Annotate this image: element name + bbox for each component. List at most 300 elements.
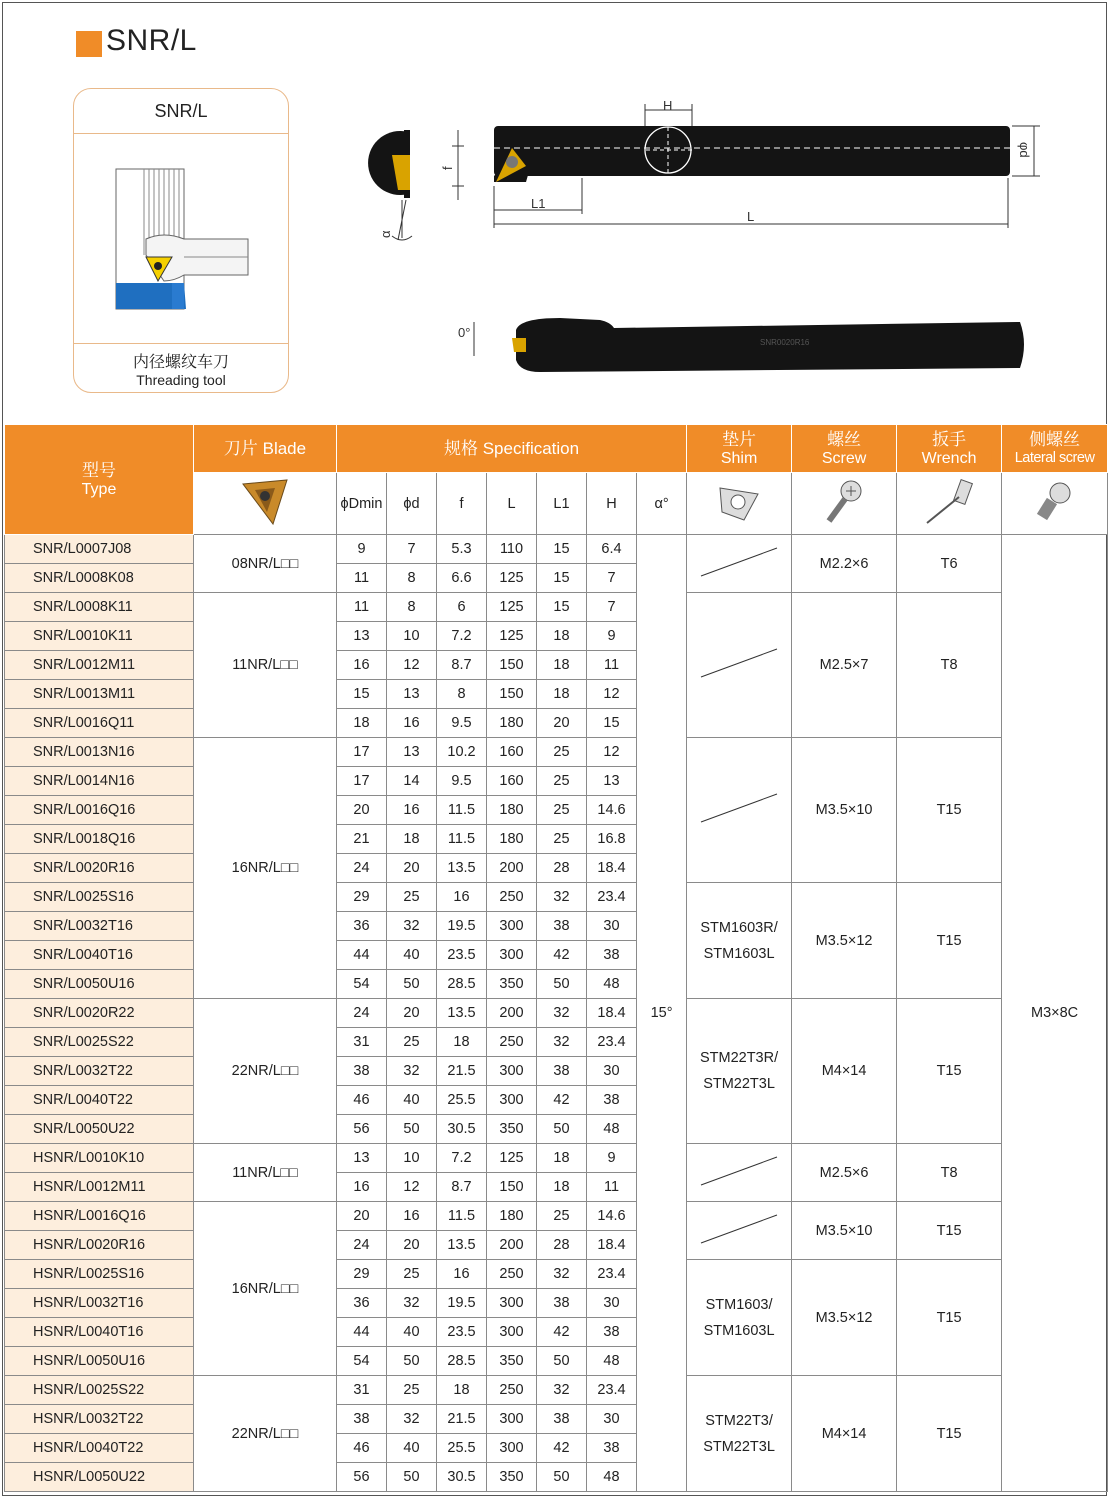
model-code: SNR/L0010K11 <box>5 622 194 651</box>
value-L: 150 <box>487 1173 537 1202</box>
value-L: 250 <box>487 1028 537 1057</box>
header-wrench <box>897 425 1002 473</box>
value-f: 11.5 <box>437 825 487 854</box>
value-L: 150 <box>487 651 537 680</box>
value-L: 300 <box>487 1434 537 1463</box>
value-dmin: 20 <box>337 796 387 825</box>
value-L1: 38 <box>537 1405 587 1434</box>
blade-code: 22NR/L□□ <box>194 999 337 1144</box>
alpha-value: 15° <box>637 535 687 1492</box>
value-f: 16 <box>437 883 487 912</box>
value-f: 11.5 <box>437 796 487 825</box>
value-L1: 28 <box>537 854 587 883</box>
value-f: 8.7 <box>437 1173 487 1202</box>
header-type-en: Type <box>81 480 117 498</box>
screw-size: M3.5×12 <box>792 1260 897 1376</box>
value-L: 150 <box>487 680 537 709</box>
value-H: 23.4 <box>587 1376 637 1405</box>
wrench-size: T8 <box>897 1144 1002 1202</box>
value-L1: 25 <box>537 767 587 796</box>
wrench-size: T6 <box>897 535 1002 593</box>
value-L: 160 <box>487 767 537 796</box>
value-L: 125 <box>487 622 537 651</box>
model-code: SNR/L0020R16 <box>5 854 194 883</box>
value-L1: 15 <box>537 535 587 564</box>
value-L: 200 <box>487 999 537 1028</box>
value-d: 25 <box>387 883 437 912</box>
value-d: 40 <box>387 1086 437 1115</box>
wrench-size: T15 <box>897 738 1002 883</box>
value-L1: 42 <box>537 1086 587 1115</box>
value-d: 20 <box>387 1231 437 1260</box>
value-dmin: 38 <box>337 1057 387 1086</box>
model-code: HSNR/L0025S16 <box>5 1260 194 1289</box>
value-L1: 25 <box>537 796 587 825</box>
value-H: 30 <box>587 1057 637 1086</box>
blade-code: 16NR/L□□ <box>194 1202 337 1376</box>
col-dmin: ϕDmin <box>337 473 387 535</box>
shim-code: STM1603R/ STM1603L <box>687 883 792 999</box>
value-L: 300 <box>487 941 537 970</box>
value-H: 16.8 <box>587 825 637 854</box>
value-L: 180 <box>487 1202 537 1231</box>
value-H: 12 <box>587 738 637 767</box>
value-L: 300 <box>487 1057 537 1086</box>
value-H: 13 <box>587 767 637 796</box>
value-H: 48 <box>587 1115 637 1144</box>
header-shim <box>687 425 792 473</box>
table-row <box>5 1202 1108 1231</box>
value-d: 13 <box>387 680 437 709</box>
value-L1: 15 <box>537 593 587 622</box>
col-f: f <box>437 473 487 535</box>
value-L1: 32 <box>537 1376 587 1405</box>
value-d: 32 <box>387 1289 437 1318</box>
value-d: 8 <box>387 564 437 593</box>
value-d: 7 <box>387 535 437 564</box>
model-code: SNR/L0025S22 <box>5 1028 194 1057</box>
value-H: 23.4 <box>587 1028 637 1057</box>
value-L: 300 <box>487 1405 537 1434</box>
value-L1: 20 <box>537 709 587 738</box>
value-d: 8 <box>387 593 437 622</box>
value-f: 8.7 <box>437 651 487 680</box>
value-H: 38 <box>587 1086 637 1115</box>
table-row <box>5 1376 1108 1405</box>
value-L1: 18 <box>537 680 587 709</box>
L-dim-label: L <box>747 209 755 224</box>
model-code: HSNR/L0025S22 <box>5 1376 194 1405</box>
value-L1: 18 <box>537 651 587 680</box>
shim-code: STM22T3R/ STM22T3L <box>687 999 792 1144</box>
model-code: SNR/L0013N16 <box>5 738 194 767</box>
model-code: SNR/L0008K08 <box>5 564 194 593</box>
wrench-size: T15 <box>897 1202 1002 1260</box>
value-L1: 38 <box>537 1057 587 1086</box>
value-L1: 28 <box>537 1231 587 1260</box>
value-H: 38 <box>587 1434 637 1463</box>
zero-angle-label: 0° <box>458 325 471 340</box>
value-L1: 50 <box>537 1115 587 1144</box>
model-code: HSNR/L0040T22 <box>5 1434 194 1463</box>
screw-size: M4×14 <box>792 999 897 1144</box>
value-L1: 25 <box>537 825 587 854</box>
table-row <box>5 535 1108 564</box>
value-d: 50 <box>387 970 437 999</box>
model-code: SNR/L0040T16 <box>5 941 194 970</box>
value-dmin: 46 <box>337 1434 387 1463</box>
value-L: 180 <box>487 709 537 738</box>
value-f: 21.5 <box>437 1057 487 1086</box>
table-row <box>5 999 1108 1028</box>
value-L1: 32 <box>537 1260 587 1289</box>
value-H: 12 <box>587 680 637 709</box>
no-shim-slash <box>689 643 789 683</box>
value-H: 14.6 <box>587 796 637 825</box>
value-f: 8 <box>437 680 487 709</box>
blade-code: 16NR/L□□ <box>194 738 337 999</box>
value-H: 48 <box>587 970 637 999</box>
screw-icon <box>792 473 897 535</box>
value-f: 30.5 <box>437 1115 487 1144</box>
header-shim-en: Shim <box>720 449 758 467</box>
value-d: 32 <box>387 912 437 941</box>
wrench-size: T15 <box>897 1260 1002 1376</box>
wrench-size: T15 <box>897 999 1002 1144</box>
model-code: SNR/L0014N16 <box>5 767 194 796</box>
value-d: 50 <box>387 1115 437 1144</box>
value-dmin: 38 <box>337 1405 387 1434</box>
screw-size: M2.5×7 <box>792 593 897 738</box>
value-d: 25 <box>387 1376 437 1405</box>
value-dmin: 20 <box>337 1202 387 1231</box>
value-L: 200 <box>487 854 537 883</box>
value-L1: 25 <box>537 1202 587 1231</box>
value-f: 13.5 <box>437 854 487 883</box>
value-f: 9.5 <box>437 767 487 796</box>
value-dmin: 29 <box>337 883 387 912</box>
value-f: 25.5 <box>437 1434 487 1463</box>
header-type <box>5 425 194 535</box>
value-H: 23.4 <box>587 1260 637 1289</box>
value-L: 250 <box>487 1376 537 1405</box>
model-code: SNR/L0013M11 <box>5 680 194 709</box>
value-f: 13.5 <box>437 999 487 1028</box>
value-L1: 42 <box>537 1318 587 1347</box>
model-code: HSNR/L0032T16 <box>5 1289 194 1318</box>
value-H: 11 <box>587 651 637 680</box>
value-L1: 50 <box>537 970 587 999</box>
header-lateral-cn: 侧螺丝 <box>1029 429 1081 449</box>
model-code: SNR/L0012M11 <box>5 651 194 680</box>
model-code: HSNR/L0020R16 <box>5 1231 194 1260</box>
value-f: 19.5 <box>437 912 487 941</box>
model-code: HSNR/L0050U22 <box>5 1463 194 1492</box>
value-dmin: 24 <box>337 854 387 883</box>
value-L: 350 <box>487 1347 537 1376</box>
value-L1: 18 <box>537 1144 587 1173</box>
value-dmin: 24 <box>337 999 387 1028</box>
value-f: 9.5 <box>437 709 487 738</box>
value-f: 19.5 <box>437 1289 487 1318</box>
value-d: 32 <box>387 1405 437 1434</box>
value-d: 14 <box>387 767 437 796</box>
table-row <box>5 738 1108 767</box>
value-dmin: 11 <box>337 593 387 622</box>
table-row <box>5 593 1108 622</box>
value-H: 30 <box>587 1405 637 1434</box>
blade-code: 22NR/L□□ <box>194 1376 337 1492</box>
value-d: 40 <box>387 1318 437 1347</box>
lateral-screw-value: M3×8C <box>1002 535 1108 1492</box>
shim-none <box>687 535 792 593</box>
value-f: 30.5 <box>437 1463 487 1492</box>
header-wrench-cn: 扳手 <box>932 429 967 449</box>
col-L: L <box>487 473 537 535</box>
value-L: 250 <box>487 883 537 912</box>
header-blade: 刀片 Blade <box>194 425 337 473</box>
value-H: 30 <box>587 1289 637 1318</box>
value-L: 350 <box>487 1463 537 1492</box>
value-d: 32 <box>387 1057 437 1086</box>
no-shim-slash <box>689 1151 789 1191</box>
wrench-size: T15 <box>897 1376 1002 1492</box>
header-shim-cn: 垫片 <box>722 429 757 449</box>
header-screw-en: Screw <box>821 449 867 467</box>
value-L: 180 <box>487 825 537 854</box>
value-H: 6.4 <box>587 535 637 564</box>
value-L: 300 <box>487 1086 537 1115</box>
value-L1: 32 <box>537 883 587 912</box>
value-f: 18 <box>437 1028 487 1057</box>
value-H: 18.4 <box>587 854 637 883</box>
shim-none <box>687 738 792 883</box>
model-code: HSNR/L0010K10 <box>5 1144 194 1173</box>
value-dmin: 24 <box>337 1231 387 1260</box>
value-dmin: 18 <box>337 709 387 738</box>
value-L: 300 <box>487 1289 537 1318</box>
blade-icon <box>194 473 337 535</box>
value-dmin: 15 <box>337 680 387 709</box>
value-dmin: 9 <box>337 535 387 564</box>
value-L1: 42 <box>537 1434 587 1463</box>
value-dmin: 54 <box>337 1347 387 1376</box>
model-code: HSNR/L0050U16 <box>5 1347 194 1376</box>
model-code: HSNR/L0012M11 <box>5 1173 194 1202</box>
end-view <box>368 130 464 240</box>
value-L1: 18 <box>537 622 587 651</box>
model-code: HSNR/L0032T22 <box>5 1405 194 1434</box>
value-dmin: 13 <box>337 1144 387 1173</box>
value-H: 14.6 <box>587 1202 637 1231</box>
value-L1: 15 <box>537 564 587 593</box>
header-lateral-en: Lateral screw <box>1014 449 1095 466</box>
H-dim-label: H <box>663 98 673 113</box>
value-dmin: 17 <box>337 767 387 796</box>
model-code: SNR/L0032T22 <box>5 1057 194 1086</box>
page-title: SNR/L <box>106 24 197 57</box>
value-d: 40 <box>387 1434 437 1463</box>
value-d: 12 <box>387 651 437 680</box>
value-H: 15 <box>587 709 637 738</box>
blade-code: 11NR/L□□ <box>194 593 337 738</box>
value-d: 25 <box>387 1028 437 1057</box>
table-row <box>5 1260 1108 1289</box>
value-L: 125 <box>487 564 537 593</box>
side-view <box>494 98 1040 228</box>
value-d: 13 <box>387 738 437 767</box>
value-L1: 50 <box>537 1347 587 1376</box>
value-d: 50 <box>387 1347 437 1376</box>
value-L1: 18 <box>537 1173 587 1202</box>
value-L: 200 <box>487 1231 537 1260</box>
model-code: HSNR/L0040T16 <box>5 1318 194 1347</box>
value-f: 5.3 <box>437 535 487 564</box>
value-L1: 50 <box>537 1463 587 1492</box>
value-dmin: 17 <box>337 738 387 767</box>
value-f: 23.5 <box>437 1318 487 1347</box>
value-L: 160 <box>487 738 537 767</box>
value-f: 18 <box>437 1376 487 1405</box>
shim-none <box>687 1144 792 1202</box>
value-H: 9 <box>587 622 637 651</box>
model-code: SNR/L0020R22 <box>5 999 194 1028</box>
blade-code: 08NR/L□□ <box>194 535 337 593</box>
value-H: 18.4 <box>587 999 637 1028</box>
value-dmin: 56 <box>337 1115 387 1144</box>
table-row <box>5 883 1108 912</box>
value-L: 350 <box>487 970 537 999</box>
value-dmin: 46 <box>337 1086 387 1115</box>
wrench-size: T8 <box>897 593 1002 738</box>
header-lateral <box>1002 425 1108 473</box>
lateral-screw-icon <box>1002 473 1108 535</box>
shim-code: STM22T3/ STM22T3L <box>687 1376 792 1492</box>
tool-dimension-diagram <box>0 0 1111 420</box>
value-d: 16 <box>387 796 437 825</box>
f-dim-label: f <box>440 166 455 170</box>
header-screw <box>792 425 897 473</box>
no-shim-slash <box>689 542 789 582</box>
model-code: SNR/L0050U22 <box>5 1115 194 1144</box>
value-dmin: 31 <box>337 1028 387 1057</box>
value-f: 25.5 <box>437 1086 487 1115</box>
value-L: 350 <box>487 1115 537 1144</box>
blade-code: 11NR/L□□ <box>194 1144 337 1202</box>
header-screw-cn: 螺丝 <box>827 429 862 449</box>
value-H: 7 <box>587 593 637 622</box>
value-d: 20 <box>387 999 437 1028</box>
value-f: 21.5 <box>437 1405 487 1434</box>
value-dmin: 54 <box>337 970 387 999</box>
value-f: 6.6 <box>437 564 487 593</box>
shim-code: STM1603/ STM1603L <box>687 1260 792 1376</box>
value-f: 13.5 <box>437 1231 487 1260</box>
value-L: 180 <box>487 796 537 825</box>
model-code: SNR/L0016Q11 <box>5 709 194 738</box>
value-f: 6 <box>437 593 487 622</box>
value-dmin: 44 <box>337 941 387 970</box>
screw-size: M2.2×6 <box>792 535 897 593</box>
value-dmin: 16 <box>337 1173 387 1202</box>
value-d: 40 <box>387 941 437 970</box>
screw-size: M3.5×12 <box>792 883 897 999</box>
value-L: 125 <box>487 1144 537 1173</box>
model-code: SNR/L0018Q16 <box>5 825 194 854</box>
value-dmin: 13 <box>337 622 387 651</box>
value-L1: 38 <box>537 1289 587 1318</box>
no-shim-slash <box>689 1209 789 1249</box>
value-H: 48 <box>587 1463 637 1492</box>
value-f: 7.2 <box>437 622 487 651</box>
alpha-label: α <box>378 230 393 238</box>
model-code: SNR/L0007J08 <box>5 535 194 564</box>
model-code: SNR/L0025S16 <box>5 883 194 912</box>
header-type-cn: 型号 <box>82 460 116 480</box>
value-H: 48 <box>587 1347 637 1376</box>
value-H: 18.4 <box>587 1231 637 1260</box>
value-dmin: 36 <box>337 912 387 941</box>
value-d: 25 <box>387 1260 437 1289</box>
value-L: 300 <box>487 1318 537 1347</box>
L1-dim-label: L1 <box>531 196 546 211</box>
value-dmin: 21 <box>337 825 387 854</box>
wrench-icon <box>897 473 1002 535</box>
model-code: SNR/L0050U16 <box>5 970 194 999</box>
value-H: 7 <box>587 564 637 593</box>
value-H: 38 <box>587 1318 637 1347</box>
model-code: SNR/L0032T16 <box>5 912 194 941</box>
value-L: 250 <box>487 1260 537 1289</box>
d-dim-label: φd <box>1017 142 1032 158</box>
value-f: 28.5 <box>437 970 487 999</box>
model-code: SNR/L0016Q16 <box>5 796 194 825</box>
shim-none <box>687 1202 792 1260</box>
value-L1: 32 <box>537 1028 587 1057</box>
value-L: 110 <box>487 535 537 564</box>
value-f: 28.5 <box>437 1347 487 1376</box>
screw-size: M3.5×10 <box>792 738 897 883</box>
model-code: SNR/L0008K11 <box>5 593 194 622</box>
table-row <box>5 1144 1108 1173</box>
card-label-en: Threading tool <box>136 372 226 388</box>
value-d: 12 <box>387 1173 437 1202</box>
value-f: 7.2 <box>437 1144 487 1173</box>
col-d: ϕd <box>387 473 437 535</box>
value-f: 16 <box>437 1260 487 1289</box>
header-wrench-en: Wrench <box>921 449 977 467</box>
value-d: 16 <box>387 709 437 738</box>
value-H: 38 <box>587 941 637 970</box>
col-alpha: α° <box>637 473 687 535</box>
value-dmin: 36 <box>337 1289 387 1318</box>
value-dmin: 31 <box>337 1376 387 1405</box>
value-H: 9 <box>587 1144 637 1173</box>
screw-size: M3.5×10 <box>792 1202 897 1260</box>
value-f: 10.2 <box>437 738 487 767</box>
model-code: HSNR/L0016Q16 <box>5 1202 194 1231</box>
value-d: 18 <box>387 825 437 854</box>
value-H: 11 <box>587 1173 637 1202</box>
col-L1: L1 <box>537 473 587 535</box>
value-L1: 25 <box>537 738 587 767</box>
value-d: 10 <box>387 1144 437 1173</box>
wrench-size: T15 <box>897 883 1002 999</box>
value-L1: 38 <box>537 912 587 941</box>
tool-marking: SNR0020R16 <box>760 338 810 347</box>
value-d: 10 <box>387 622 437 651</box>
value-f: 11.5 <box>437 1202 487 1231</box>
